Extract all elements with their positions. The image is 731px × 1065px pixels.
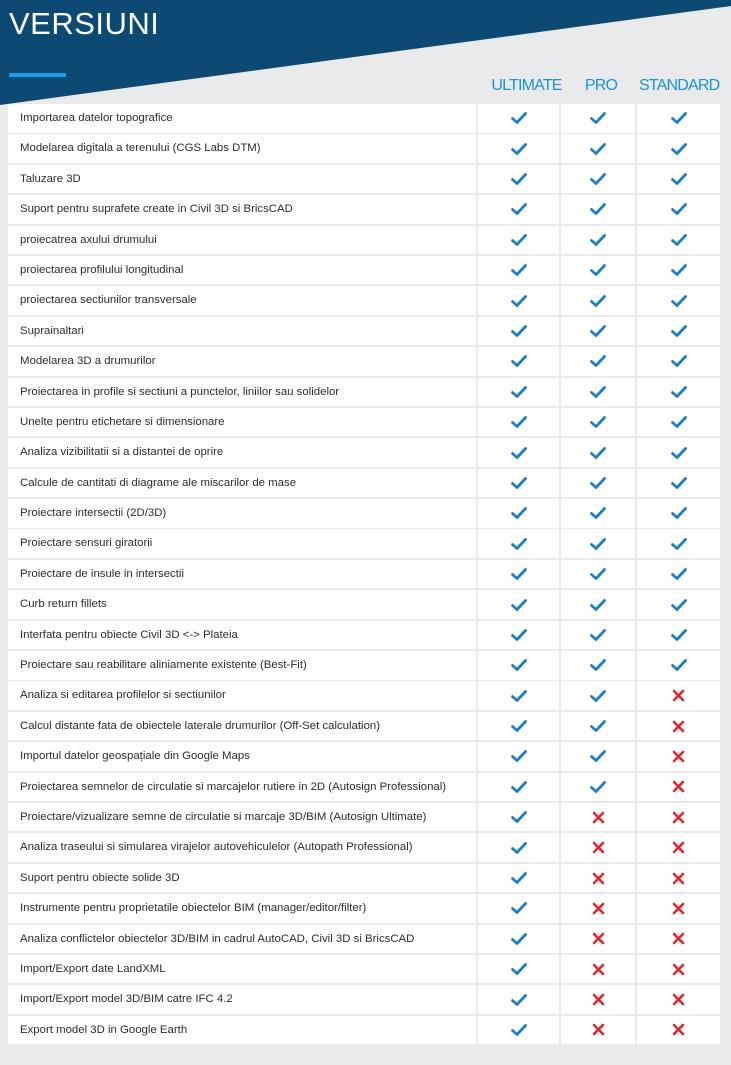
check-icon xyxy=(590,749,606,763)
cell-ultimate xyxy=(478,408,559,437)
cell-standard xyxy=(637,803,720,832)
feature-label: Modelarea digitala a terenului (CGS Labs DTM) xyxy=(8,134,476,163)
cell-pro xyxy=(561,864,635,893)
cell-ultimate xyxy=(478,864,559,893)
table-row xyxy=(8,894,722,923)
check-icon xyxy=(511,172,527,186)
check-icon xyxy=(671,233,687,247)
check-icon xyxy=(671,598,687,612)
cell-pro xyxy=(561,347,635,376)
cell-pro xyxy=(561,742,635,771)
cross-icon xyxy=(672,902,685,915)
feature-label: Suprainaltari xyxy=(8,317,476,346)
column-header-standard: STANDARD xyxy=(639,77,720,94)
feature-label: proiectarea sectiunilor transversale xyxy=(8,286,476,315)
cross-icon xyxy=(672,780,685,793)
check-icon xyxy=(511,202,527,216)
check-icon xyxy=(590,202,606,216)
check-icon xyxy=(590,567,606,581)
cell-standard xyxy=(637,985,720,1014)
table-row xyxy=(8,955,722,984)
table-row xyxy=(8,590,722,619)
cell-standard xyxy=(637,195,720,224)
feature-label: Import/Export model 3D/BIM catre IFC 4.2 xyxy=(8,985,476,1014)
check-icon xyxy=(511,294,527,308)
cross-icon xyxy=(592,841,605,854)
feature-label: Proiectare sensuri giratorii xyxy=(8,529,476,558)
cell-ultimate xyxy=(478,803,559,832)
table-row xyxy=(8,560,722,589)
table-row xyxy=(8,438,722,467)
check-icon xyxy=(511,324,527,338)
table-row xyxy=(8,165,722,194)
cell-ultimate xyxy=(478,226,559,255)
cell-ultimate xyxy=(478,529,559,558)
cross-icon xyxy=(672,750,685,763)
cell-pro xyxy=(561,651,635,680)
cell-ultimate xyxy=(478,590,559,619)
check-icon xyxy=(511,932,527,946)
feature-label: Modelarea 3D a drumurilor xyxy=(8,347,476,376)
table-row xyxy=(8,134,722,163)
table-row xyxy=(8,925,722,954)
check-icon xyxy=(671,415,687,429)
cell-standard xyxy=(637,347,720,376)
cell-standard xyxy=(637,286,720,315)
table-row xyxy=(8,985,722,1014)
check-icon xyxy=(671,111,687,125)
title-underline xyxy=(9,73,66,77)
check-icon xyxy=(511,962,527,976)
table-row xyxy=(8,378,722,407)
cell-standard xyxy=(637,226,720,255)
cell-pro xyxy=(561,773,635,802)
feature-label: Analiza si editarea profilelor si sectiunilor xyxy=(8,681,476,710)
column-header-pro: PRO xyxy=(584,77,618,94)
table-row xyxy=(8,408,722,437)
check-icon xyxy=(590,598,606,612)
feature-label: Proiectare/vizualizare semne de circulatie si marcaje 3D/BIM (Autosign Ultimate) xyxy=(8,803,476,832)
cell-ultimate xyxy=(478,955,559,984)
page-title: VERSIUNI xyxy=(9,6,160,41)
table-row xyxy=(8,651,722,680)
cross-icon xyxy=(592,872,605,885)
cell-ultimate xyxy=(478,833,559,862)
check-icon xyxy=(590,354,606,368)
cell-pro xyxy=(561,378,635,407)
check-icon xyxy=(590,506,606,520)
cell-pro xyxy=(561,104,635,133)
feature-label: Taluzare 3D xyxy=(8,165,476,194)
cell-ultimate xyxy=(478,499,559,528)
cell-standard xyxy=(637,408,720,437)
cross-icon xyxy=(672,689,685,702)
table-row xyxy=(8,681,722,710)
check-icon xyxy=(671,476,687,490)
check-icon xyxy=(590,172,606,186)
cell-pro xyxy=(561,499,635,528)
check-icon xyxy=(511,810,527,824)
cell-pro xyxy=(561,894,635,923)
cell-ultimate xyxy=(478,378,559,407)
cell-pro xyxy=(561,195,635,224)
cell-ultimate xyxy=(478,681,559,710)
check-icon xyxy=(511,1023,527,1037)
cross-icon xyxy=(592,902,605,915)
check-icon xyxy=(671,537,687,551)
cell-standard xyxy=(637,438,720,467)
table-row xyxy=(8,286,722,315)
cell-standard xyxy=(637,833,720,862)
cell-pro xyxy=(561,621,635,650)
check-icon xyxy=(590,537,606,551)
check-icon xyxy=(511,111,527,125)
cell-standard xyxy=(637,712,720,741)
cell-standard xyxy=(637,560,720,589)
cell-ultimate xyxy=(478,347,559,376)
check-icon xyxy=(511,841,527,855)
check-icon xyxy=(511,567,527,581)
cell-pro xyxy=(561,712,635,741)
table-row xyxy=(8,621,722,650)
table-row xyxy=(8,226,722,255)
cell-ultimate xyxy=(478,469,559,498)
check-icon xyxy=(590,628,606,642)
check-icon xyxy=(590,476,606,490)
check-icon xyxy=(511,719,527,733)
check-icon xyxy=(590,689,606,703)
feature-label: Import/Export date LandXML xyxy=(8,955,476,984)
table-row xyxy=(8,469,722,498)
cell-ultimate xyxy=(478,134,559,163)
check-icon xyxy=(511,749,527,763)
check-icon xyxy=(511,993,527,1007)
column-header-ultimate: ULTIMATE xyxy=(491,77,562,94)
cell-standard xyxy=(637,1016,720,1045)
table-row xyxy=(8,864,722,893)
check-icon xyxy=(511,901,527,915)
table-row xyxy=(8,317,722,346)
feature-label: Analiza conflictelor obiectelor 3D/BIM in cadrul AutoCAD, Civil 3D si BricsCAD xyxy=(8,925,476,954)
check-icon xyxy=(671,506,687,520)
table-row xyxy=(8,347,722,376)
cell-standard xyxy=(637,104,720,133)
cell-standard xyxy=(637,894,720,923)
cell-ultimate xyxy=(478,317,559,346)
cross-icon xyxy=(592,963,605,976)
check-icon xyxy=(511,689,527,703)
check-icon xyxy=(511,142,527,156)
table-row xyxy=(8,499,722,528)
cell-standard xyxy=(637,621,720,650)
cell-ultimate xyxy=(478,742,559,771)
cell-pro xyxy=(561,438,635,467)
feature-label: Importarea datelor topografice xyxy=(8,104,476,133)
feature-label: Proiectare de insule in intersectii xyxy=(8,560,476,589)
cell-ultimate xyxy=(478,925,559,954)
cross-icon xyxy=(672,841,685,854)
cell-pro xyxy=(561,925,635,954)
cell-ultimate xyxy=(478,438,559,467)
cell-pro xyxy=(561,529,635,558)
cross-icon xyxy=(592,993,605,1006)
check-icon xyxy=(511,476,527,490)
cross-icon xyxy=(672,872,685,885)
feature-label: Export model 3D in Google Earth xyxy=(8,1016,476,1045)
cross-icon xyxy=(672,1023,685,1036)
cell-pro xyxy=(561,803,635,832)
feature-label: Suport pentru suprafete create in Civil 3D si BricsCAD xyxy=(8,195,476,224)
cell-pro xyxy=(561,985,635,1014)
cell-pro xyxy=(561,226,635,255)
cell-standard xyxy=(637,773,720,802)
cell-pro xyxy=(561,256,635,285)
feature-comparison-table xyxy=(8,104,722,1046)
cell-pro xyxy=(561,317,635,346)
check-icon xyxy=(511,871,527,885)
cell-standard xyxy=(637,590,720,619)
check-icon xyxy=(671,324,687,338)
cell-standard xyxy=(637,317,720,346)
check-icon xyxy=(511,385,527,399)
check-icon xyxy=(511,658,527,672)
cell-ultimate xyxy=(478,256,559,285)
check-icon xyxy=(511,446,527,460)
feature-label: Interfata pentru obiecte Civil 3D <-> Plateia xyxy=(8,621,476,650)
check-icon xyxy=(590,142,606,156)
cell-ultimate xyxy=(478,104,559,133)
check-icon xyxy=(590,780,606,794)
cell-ultimate xyxy=(478,286,559,315)
check-icon xyxy=(590,385,606,399)
check-icon xyxy=(511,415,527,429)
feature-label: proiecatrea axului drumului xyxy=(8,226,476,255)
cell-standard xyxy=(637,165,720,194)
check-icon xyxy=(590,719,606,733)
feature-label: Suport pentru obiecte solide 3D xyxy=(8,864,476,893)
check-icon xyxy=(511,598,527,612)
check-icon xyxy=(671,263,687,277)
check-icon xyxy=(511,263,527,277)
feature-label: Calcul distante fata de obiectele laterale drumurilor (Off-Set calculation) xyxy=(8,712,476,741)
check-icon xyxy=(671,294,687,308)
cell-ultimate xyxy=(478,773,559,802)
cell-ultimate xyxy=(478,894,559,923)
check-icon xyxy=(590,233,606,247)
cell-standard xyxy=(637,378,720,407)
cross-icon xyxy=(672,993,685,1006)
cell-pro xyxy=(561,165,635,194)
cell-pro xyxy=(561,1016,635,1045)
cross-icon xyxy=(672,963,685,976)
feature-label: Calcule de cantitati di diagrame ale miscarilor de mase xyxy=(8,469,476,498)
cell-standard xyxy=(637,469,720,498)
cross-icon xyxy=(672,811,685,824)
check-icon xyxy=(671,172,687,186)
check-icon xyxy=(590,294,606,308)
check-icon xyxy=(671,202,687,216)
cell-standard xyxy=(637,499,720,528)
check-icon xyxy=(590,415,606,429)
cell-pro xyxy=(561,955,635,984)
check-icon xyxy=(511,780,527,794)
cell-ultimate xyxy=(478,985,559,1014)
cell-standard xyxy=(637,925,720,954)
cell-standard xyxy=(637,134,720,163)
cell-ultimate xyxy=(478,560,559,589)
cell-standard xyxy=(637,529,720,558)
cell-standard xyxy=(637,742,720,771)
check-icon xyxy=(511,628,527,642)
cell-pro xyxy=(561,286,635,315)
check-icon xyxy=(671,354,687,368)
cell-pro xyxy=(561,469,635,498)
check-icon xyxy=(671,658,687,672)
cell-pro xyxy=(561,560,635,589)
cross-icon xyxy=(672,720,685,733)
feature-label: Instrumente pentru proprietatile obiectelor BIM (manager/editor/filter) xyxy=(8,894,476,923)
cell-ultimate xyxy=(478,712,559,741)
cell-ultimate xyxy=(478,195,559,224)
cell-standard xyxy=(637,955,720,984)
feature-label: proiectarea profilului longitudinal xyxy=(8,256,476,285)
feature-label: Curb return fillets xyxy=(8,590,476,619)
feature-label: Proiectare intersectii (2D/3D) xyxy=(8,499,476,528)
check-icon xyxy=(590,263,606,277)
check-icon xyxy=(511,354,527,368)
cell-ultimate xyxy=(478,621,559,650)
check-icon xyxy=(671,628,687,642)
check-icon xyxy=(671,446,687,460)
cross-icon xyxy=(592,1023,605,1036)
feature-label: Analiza traseului si simularea virajelor autovehiculelor (Autopath Professional) xyxy=(8,833,476,862)
feature-label: Unelte pentru etichetare si dimensionare xyxy=(8,408,476,437)
check-icon xyxy=(590,658,606,672)
check-icon xyxy=(590,446,606,460)
cell-pro xyxy=(561,408,635,437)
table-row xyxy=(8,833,722,862)
cell-pro xyxy=(561,681,635,710)
check-icon xyxy=(590,111,606,125)
cell-standard xyxy=(637,864,720,893)
table-row xyxy=(8,773,722,802)
feature-label: Importul datelor geospațiale din Google Maps xyxy=(8,742,476,771)
cell-pro xyxy=(561,833,635,862)
table-row xyxy=(8,195,722,224)
check-icon xyxy=(511,506,527,520)
cell-ultimate xyxy=(478,165,559,194)
cell-standard xyxy=(637,681,720,710)
feature-label: Proiectarea in profile si sectiuni a punctelor, liniilor sau solidelor xyxy=(8,378,476,407)
table-row xyxy=(8,529,722,558)
cell-ultimate xyxy=(478,1016,559,1045)
check-icon xyxy=(590,324,606,338)
cross-icon xyxy=(592,932,605,945)
check-icon xyxy=(671,385,687,399)
cell-ultimate xyxy=(478,651,559,680)
table-row xyxy=(8,803,722,832)
check-icon xyxy=(511,233,527,247)
feature-label: Proiectarea semnelor de circulatie si marcajelor rutiere in 2D (Autosign Professional) xyxy=(8,773,476,802)
cross-icon xyxy=(672,932,685,945)
check-icon xyxy=(671,567,687,581)
feature-label: Proiectare sau reabilitare aliniamente existente (Best-Fit) xyxy=(8,651,476,680)
table-row xyxy=(8,742,722,771)
cell-pro xyxy=(561,134,635,163)
check-icon xyxy=(671,142,687,156)
cell-standard xyxy=(637,256,720,285)
cell-pro xyxy=(561,590,635,619)
check-icon xyxy=(511,537,527,551)
cross-icon xyxy=(592,811,605,824)
table-row xyxy=(8,1016,722,1045)
table-row xyxy=(8,256,722,285)
table-row xyxy=(8,712,722,741)
table-row xyxy=(8,104,722,133)
cell-standard xyxy=(637,651,720,680)
feature-label: Analiza vizibilitatii si a distantei de oprire xyxy=(8,438,476,467)
